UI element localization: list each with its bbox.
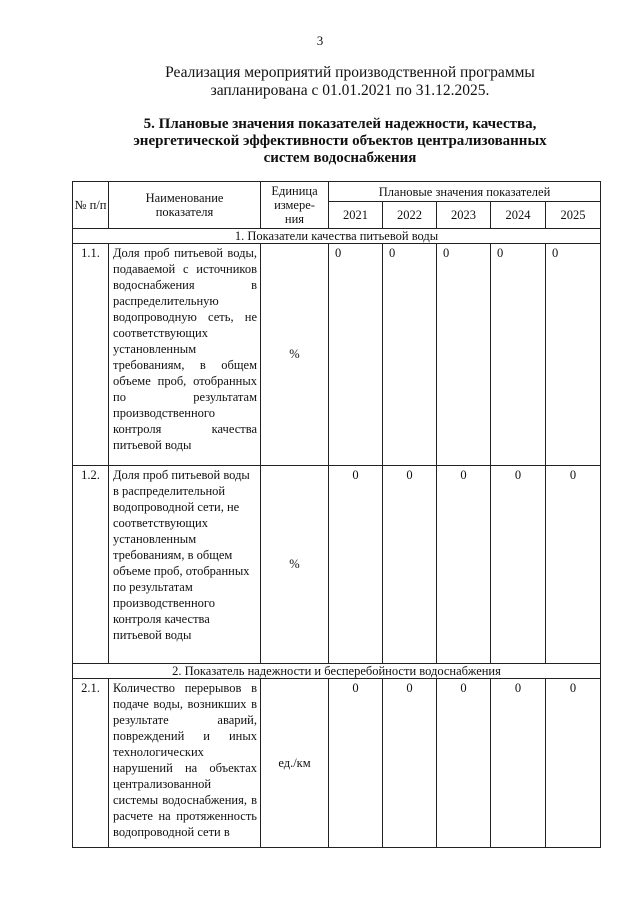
row-number: 1.1. <box>73 244 109 466</box>
value-2022: 0 <box>383 679 437 848</box>
value-2023: 0 <box>437 679 491 848</box>
intro-line-2: запланирована с 01.01.2021 по 31.12.2025. <box>210 82 490 99</box>
header-unit: Единица измере-ния <box>261 182 329 229</box>
header-year-2023: 2023 <box>437 202 491 229</box>
section-title-line-1: 5. Плановые значения показателей надежности, качества, <box>143 116 537 132</box>
value-2021: 0 <box>329 244 383 466</box>
value-2023: 0 <box>437 244 491 466</box>
header-planned: Плановые значения показателей <box>329 182 601 202</box>
section-heading-1: 1. Показатели качества питьевой воды <box>73 229 601 244</box>
header-year-2021: 2021 <box>329 202 383 229</box>
indicator-name: Количество перерывов в подаче воды, возникших в результате аварий, повреждений и иных технологических нарушений на объектах централизованной системы водоснабжения, в расчете на протяженность водопроводной сети в <box>109 679 261 848</box>
table-row <box>73 244 601 466</box>
value-2025: 0 <box>546 466 601 664</box>
value-2021: 0 <box>329 679 383 848</box>
row-number: 1.2. <box>73 466 109 664</box>
header-row-1 <box>73 182 601 202</box>
indicator-unit: % <box>261 466 329 664</box>
indicator-name: Доля проб питьевой воды в распределительной водопроводной сети, не соответствующих установленным требованиям, в общем объеме проб, отобранных по результатам производственного контроля качества питьевой воды <box>109 466 261 664</box>
section-title <box>120 116 560 167</box>
value-2023: 0 <box>437 466 491 664</box>
value-2021: 0 <box>329 466 383 664</box>
table-row <box>73 679 601 848</box>
header-name: Наименование показателя <box>109 182 261 229</box>
value-2022: 0 <box>383 466 437 664</box>
page-number: 3 <box>316 33 324 48</box>
row-number: 2.1. <box>73 679 109 848</box>
indicator-unit: ед./км <box>261 679 329 848</box>
section-row <box>73 229 601 244</box>
indicators-table <box>72 181 601 848</box>
header-year-2025: 2025 <box>546 202 601 229</box>
indicator-name: Доля проб питьевой воды, подаваемой с источников водоснабжения в распределительную водопроводную сеть, не соответствующих установленным требованиям, в общем объеме проб, отобранных по результатам производственного контроля качества питьевой воды <box>109 244 261 466</box>
section-heading-2: 2. Показатель надежности и бесперебойности водоснабжения <box>73 664 601 679</box>
value-2025: 0 <box>546 679 601 848</box>
header-year-2022: 2022 <box>383 202 437 229</box>
intro-text <box>150 64 550 100</box>
section-title-line-3: систем водоснабжения <box>263 150 417 166</box>
value-2022: 0 <box>383 244 437 466</box>
intro-line-1: Реализация мероприятий производственной программы <box>165 64 535 81</box>
indicator-unit: % <box>261 244 329 466</box>
value-2024: 0 <box>491 244 546 466</box>
table-row <box>73 466 601 664</box>
value-2024: 0 <box>491 679 546 848</box>
section-title-line-2: энергетической эффективности объектов централизованных <box>133 133 547 149</box>
section-row <box>73 664 601 679</box>
header-year-2024: 2024 <box>491 202 546 229</box>
value-2025: 0 <box>546 244 601 466</box>
header-num: № п/п <box>73 182 109 229</box>
value-2024: 0 <box>491 466 546 664</box>
